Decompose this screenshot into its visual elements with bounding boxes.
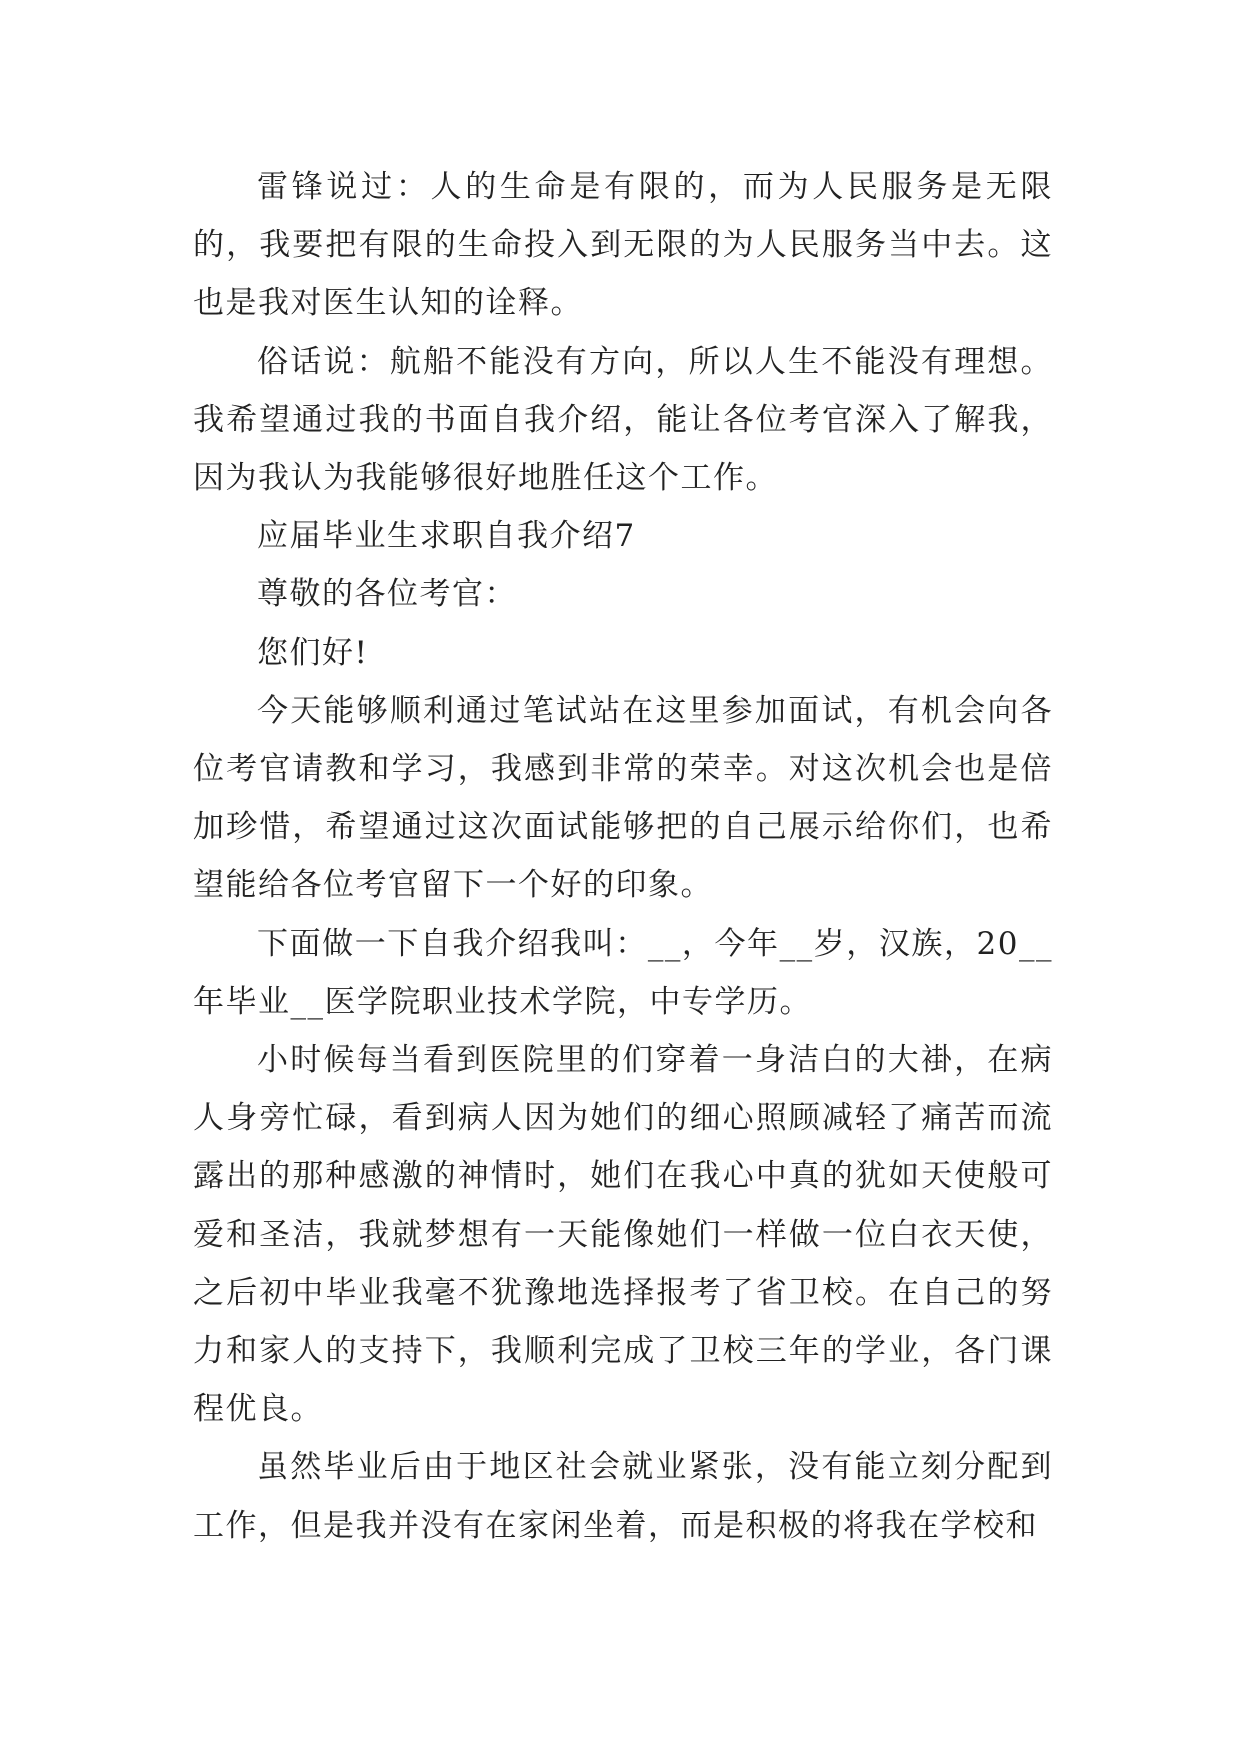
salutation: 尊敬的各位考官： [257, 576, 517, 613]
section-heading: 应届毕业生求职自我介绍7 [257, 518, 636, 555]
paragraph-proverb: 俗话说：航船不能没有方向，所以人生不能没有理想。我希望通过我的书面自我介绍，能让各位考官深入了解我，因为我认为我能够很好地胜任这个工作。 [193, 343, 1053, 497]
paragraph-self-intro: 下面做一下自我介绍我叫：__，今年__岁，汉族，20__年毕业__医学院职业技术学院，中专学历。 [193, 925, 1053, 1020]
paragraph-childhood: 小时候每当看到医院里的们穿着一身洁白的大褂，在病人身旁忙碌，看到病人因为她们的细心照顾减轻了痛苦而流露出的那种感激的神情时，她们在我心中真的犹如天使般可爱和圣洁，我就梦想有一天能像她们一样做一位白衣天使，之后初中毕业我毫不犹豫地选择报考了省卫校。在自己的努力和家人的支持下，我顺利完成了卫校三年的学业，各门课程优良。 [193, 1042, 1053, 1428]
paragraph-after-graduation: 虽然毕业后由于地区社会就业紧张，没有能立刻分配到工作，但是我并没有在家闲坐着，而是积极的将我在学校和 [193, 1449, 1053, 1544]
paragraph-opening: 今天能够顺利通过笔试站在这里参加面试，有机会向各位考官请教和学习，我感到非常的荣幸。对这次机会也是倍加珍惜，希望通过这次面试能够把的自己展示给你们，也希望能给各位考官留下一个好的印象。 [193, 692, 1053, 904]
greeting: 您们好! [257, 634, 369, 671]
paragraph-leifeng-quote: 雷锋说过：人的生命是有限的，而为人民服务是无限的，我要把有限的生命投入到无限的为人民服务当中去。这也是我对医生认知的诠释。 [193, 169, 1053, 322]
document-page [193, 158, 1053, 1555]
